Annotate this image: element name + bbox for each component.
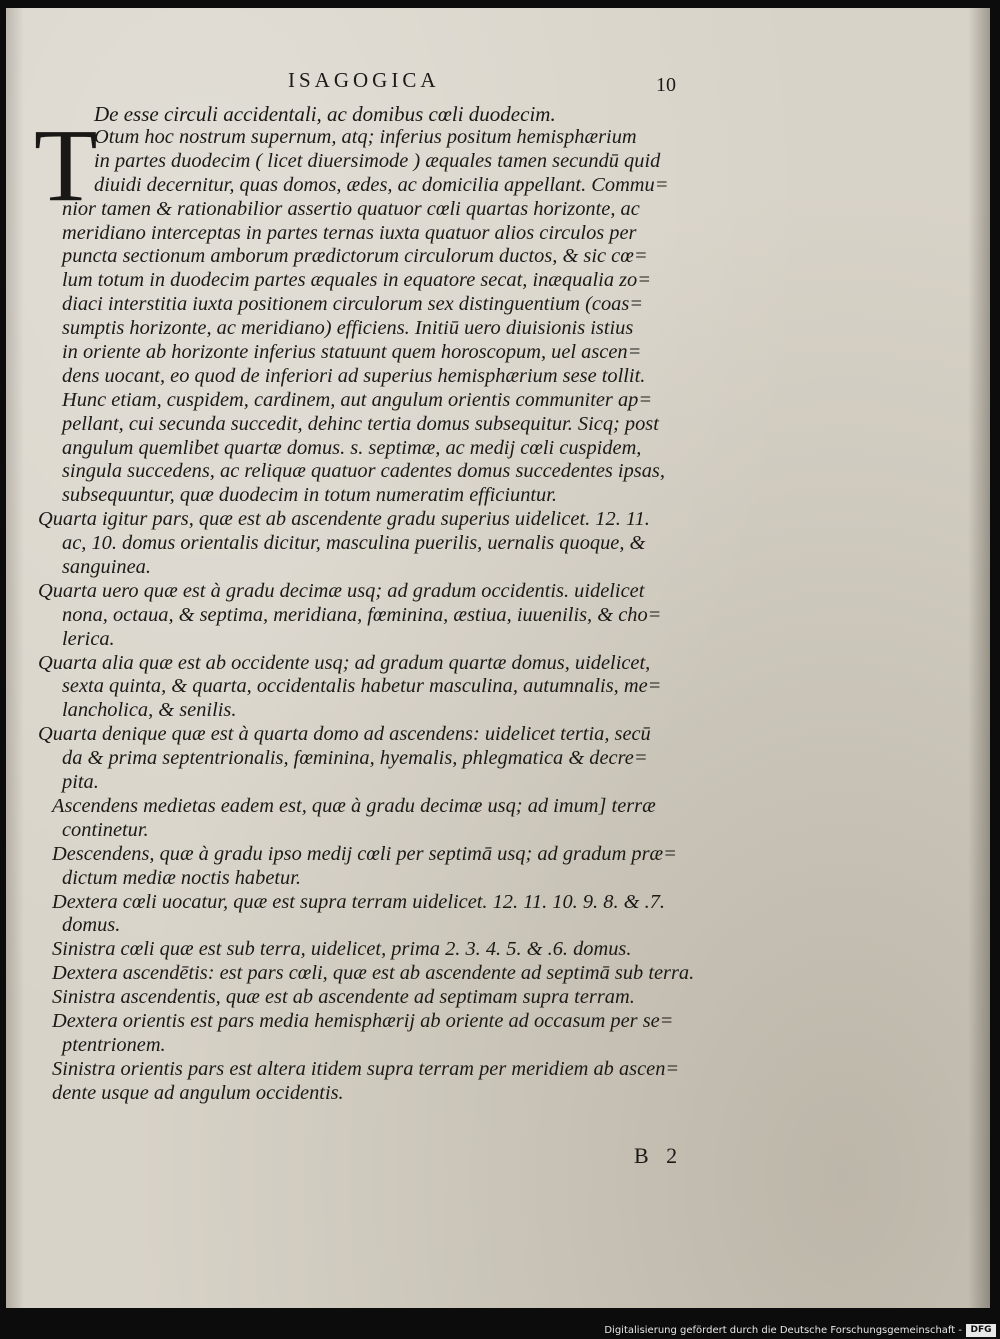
text-line: Sinistra ascendentis, quæ est ab ascendente ad septimam supra terram. — [52, 986, 635, 1009]
text-line: Quarta alia quæ est ab occidente usq; ad gradum quartæ domus, uidelicet, — [38, 651, 651, 674]
body-text — [38, 126, 758, 1106]
text-line: sexta quinta, & quarta, occidentalis habetur masculina, autumnalis, me= — [62, 675, 662, 698]
running-head: ISAGOGICA — [288, 68, 440, 92]
section-heading: De esse circuli accidentali, ac domibus cœli duodecim. — [94, 102, 556, 126]
text-line: Quarta denique quæ est à quarta domo ad ascendens: uidelicet tertia, secū — [38, 723, 651, 746]
text-line: continetur. — [62, 818, 149, 841]
page-number: 10 — [656, 74, 676, 96]
text-line: domus. — [62, 914, 121, 937]
text-line: nona, octaua, & septima, meridiana, fœminina, æstiua, iuuenilis, & cho= — [62, 603, 662, 626]
text-line: ac, 10. domus orientalis dicitur, masculina puerilis, uernalis quoque, & — [62, 532, 646, 555]
paragraph — [38, 938, 758, 962]
paragraph — [38, 580, 758, 652]
text-line: da & prima septentrionalis, fœminina, hyemalis, phlegmatica & decre= — [62, 747, 648, 770]
drop-cap: T — [34, 108, 98, 223]
page-edge-shadow — [968, 8, 990, 1308]
book-page — [6, 8, 990, 1308]
text-line: sanguinea. — [62, 556, 151, 579]
text-line: dictum mediæ noctis habetur. — [62, 866, 302, 889]
text-line: nior tamen & rationabilior assertio quatuor cœli quartas horizonte, ac — [62, 197, 640, 220]
dfg-logo: DFG — [966, 1324, 996, 1337]
text-line: in oriente ab horizonte inferius statuunt quem horoscopum, uel ascen= — [62, 341, 642, 364]
text-line: diuidi decernitur, quas domos, ædes, ac domicilia appellant. Commu= — [94, 173, 669, 196]
text-line: puncta sectionum amborum prædictorum circulorum ductos, & sic cœ= — [62, 245, 648, 268]
text-line: dens uocant, eo quod de inferiori ad superius hemisphærium sese tollit. — [62, 364, 646, 387]
paragraph — [38, 723, 758, 795]
paragraph — [38, 652, 758, 724]
text-line: pellant, cui secunda succedit, dehinc tertia domus subsequitur. Sicq; post — [62, 412, 659, 435]
paragraph — [38, 962, 758, 986]
text-line: in partes duodecim ( licet diuersimode ) æquales tamen secundū quid — [94, 149, 661, 172]
paragraph — [38, 843, 758, 891]
text-line: diaci interstitia iuxta positionem circulorum sex distinguentium (coas= — [62, 293, 644, 316]
digitization-credit: Digitalisierung gefördert durch die Deutsche Forschungsgemeinschaft - — [604, 1325, 962, 1336]
paragraph — [38, 1010, 758, 1058]
text-line: lum totum in duodecim partes æquales in equatore secat, inæqualia zo= — [62, 269, 651, 292]
text-line: subsequuntur, quæ duodecim in totum numeratim efficiuntur. — [62, 484, 558, 507]
text-line: Hunc etiam, cuspidem, cardinem, aut angulum orientis communiter ap= — [62, 388, 653, 411]
text-line: pita. — [62, 771, 99, 794]
text-line: singula succedens, ac reliquæ quatuor cadentes domus succedentes ipsas, — [62, 460, 665, 483]
paragraph — [38, 986, 758, 1010]
text-line: sumptis horizonte, ac meridiano) efficiens. Initiū uero diuisionis istius — [62, 317, 634, 340]
signature-mark: B 2 — [634, 1143, 678, 1168]
text-line: lerica. — [62, 627, 115, 650]
text-line: Descendens, quæ à gradu ipso medij cœli per septimā usq; ad gradum præ= — [52, 842, 677, 865]
text-line: Sinistra orientis pars est altera itidem supra terram per meridiem ab ascen= — [52, 1057, 680, 1080]
text-line: Ascendens medietas eadem est, quæ à gradu decimæ usq; ad imum] terræ — [52, 794, 656, 817]
text-line: meridiano interceptas in partes ternas iuxta quatuor alios circulos per — [62, 221, 637, 244]
paragraph — [38, 1058, 758, 1106]
text-line: Quarta uero quæ est à gradu decimæ usq; ad gradum occidentis. uidelicet — [38, 579, 645, 602]
text-line: lancholica, & senilis. — [62, 699, 237, 722]
paragraph — [38, 508, 758, 580]
text-line: Sinistra cœli quæ est sub terra, uidelicet, prima 2. 3. 4. 5. & .6. domus. — [52, 938, 632, 961]
paragraph — [38, 795, 758, 843]
paragraph — [38, 891, 758, 939]
text-line: Dextera cœli uocatur, quæ est supra terram uidelicet. 12. 11. 10. 9. 8. & .7. — [52, 890, 665, 913]
text-line: Dextera orientis est pars media hemisphærij ab oriente ad occasum per se= — [52, 1009, 674, 1032]
text-line: Otum hoc nostrum supernum, atq; inferius positum hemisphærium — [94, 126, 637, 148]
text-line: angulum quemlibet quartæ domus. s. septimæ, ac medij cœli cuspidem, — [62, 436, 642, 459]
text-line: dente usque ad angulum occidentis. — [52, 1081, 344, 1104]
text-line: Dextera ascendētis: est pars cœli, quæ est ab ascendente ad septimā sub terra. — [52, 962, 695, 985]
text-line: Quarta igitur pars, quæ est ab ascendente gradu superius uidelicet. 12. 11. — [38, 508, 650, 531]
paragraph — [38, 126, 758, 508]
text-line: ptentrionem. — [62, 1033, 166, 1056]
